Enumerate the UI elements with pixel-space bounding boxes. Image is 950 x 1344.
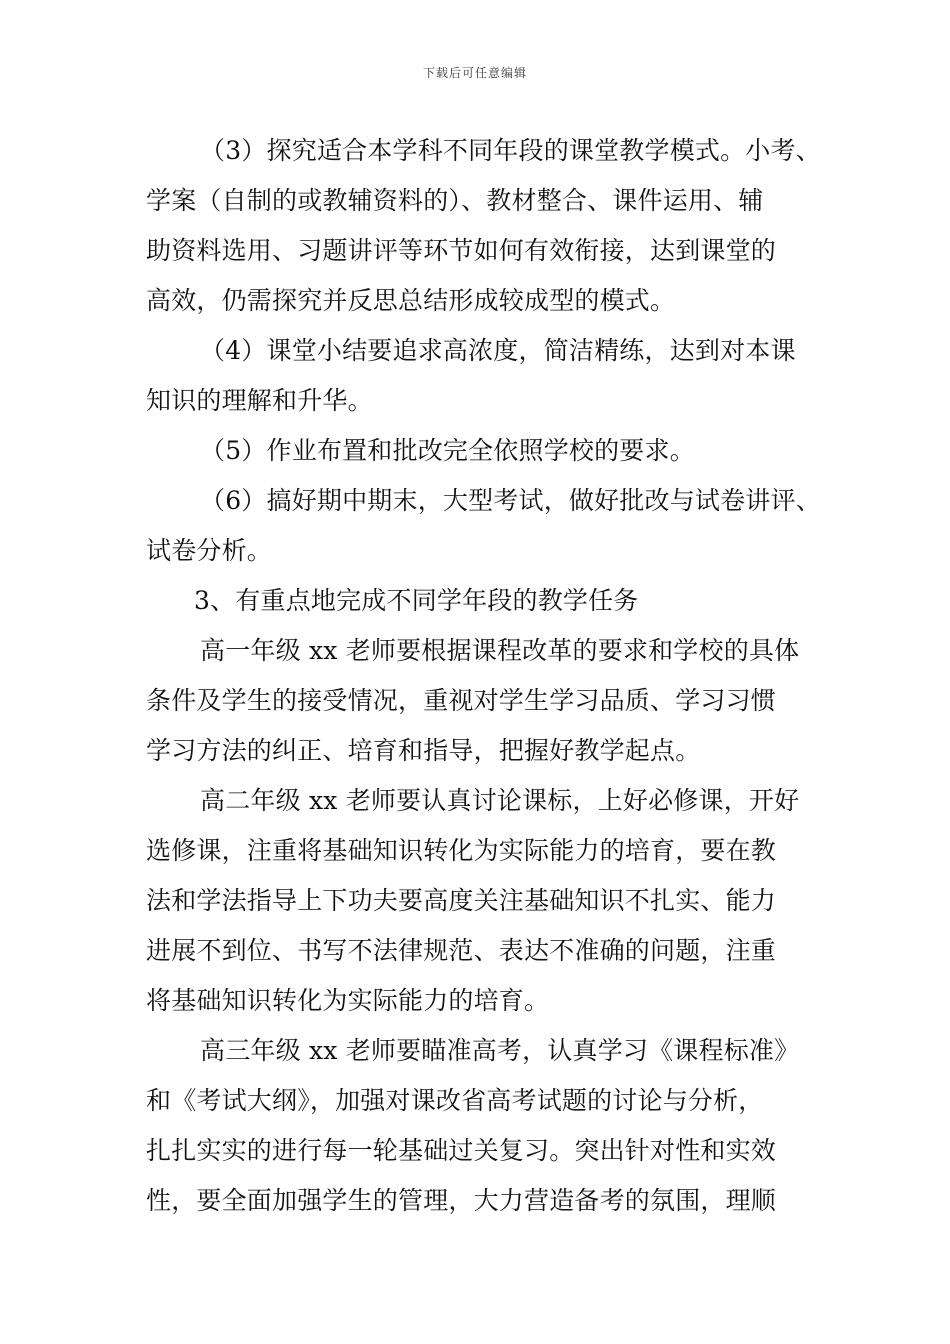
text-line-5: （4）课堂小结要追求高浓度，简洁精练，达到对本课 — [200, 336, 796, 365]
text-line-10: 3、有重点地完成不同学年段的教学任务 — [194, 586, 639, 615]
text-line-22: 性，要全面加强学生的管理，大力营造备考的氛围，理顺 — [146, 1186, 777, 1215]
text-line-3: 助资料选用、习题讲评等环节如何有效衔接，达到课堂的 — [146, 236, 777, 265]
text-line-1: （3）探究适合本学科不同年段的课堂教学模式。小考、 — [200, 136, 821, 165]
text-line-6: 知识的理解和升华。 — [146, 386, 373, 415]
text-line-21: 扎扎实实的进行每一轮基础过关复习。突出针对性和实效 — [146, 1136, 777, 1165]
page-header: 下载后可任意编辑 — [422, 66, 527, 80]
text-line-14: 高二年级 xx 老师要认真讨论课标，上好必修课，开好 — [200, 786, 800, 815]
text-line-15: 选修课，注重将基础知识转化为实际能力的培育，要在教 — [146, 836, 777, 865]
text-line-18: 将基础知识转化为实际能力的培育。 — [146, 986, 550, 1015]
text-line-17: 进展不到位、书写不法律规范、表达不准确的问题，注重 — [146, 936, 777, 965]
text-line-12: 条件及学生的接受情况，重视对学生学习品质、学习习惯 — [146, 686, 777, 715]
text-line-7: （5）作业布置和批改完全依照学校的要求。 — [200, 436, 695, 465]
text-line-2: 学案（自制的或教辅资料的）、教材整合、课件运用、辅 — [146, 186, 764, 215]
text-line-13: 学习方法的纠正、培育和指导，把握好教学起点。 — [146, 736, 701, 765]
text-line-19: 高三年级 xx 老师要瞄准高考，认真学习《课程标准》 — [200, 1036, 800, 1065]
document-body — [146, 126, 826, 1226]
text-line-16: 法和学法指导上下功夫要高度关注基础知识不扎实、能力 — [146, 886, 777, 915]
text-line-8: （6）搞好期中期末，大型考试，做好批改与试卷讲评、 — [200, 486, 821, 515]
text-line-20: 和《考试大纲》，加强对课改省高考试题的讨论与分析， — [146, 1086, 764, 1115]
text-line-11: 高一年级 xx 老师要根据课程改革的要求和学校的具体 — [200, 636, 800, 665]
text-line-9: 试卷分析。 — [146, 536, 273, 565]
text-line-4: 高效，仍需探究并反思总结形成较成型的模式。 — [146, 286, 676, 315]
